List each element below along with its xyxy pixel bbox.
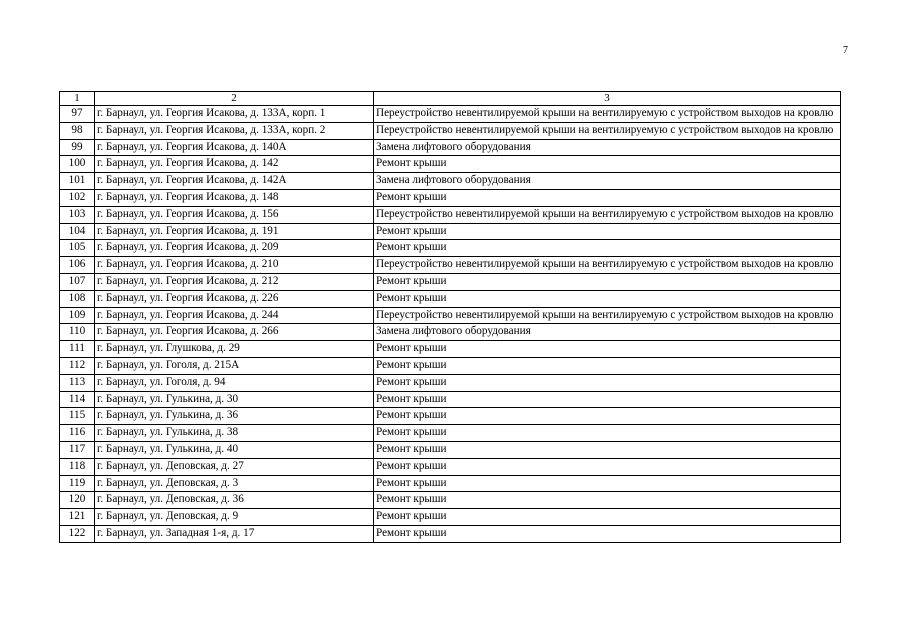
row-number-cell: 121 (60, 509, 95, 526)
work-type-cell: Ремонт крыши (374, 290, 841, 307)
work-type-cell: Замена лифтового оборудования (374, 139, 841, 156)
address-cell: г. Барнаул, ул. Георгия Исакова, д. 148 (95, 189, 374, 206)
work-type-cell: Ремонт крыши (374, 391, 841, 408)
address-cell: г. Барнаул, ул. Деповская, д. 9 (95, 509, 374, 526)
work-type-cell: Переустройство невентилируемой крыши на вентилируемую с устройством выходов на кровлю (374, 307, 841, 324)
work-type-cell: Ремонт крыши (374, 223, 841, 240)
address-cell: г. Барнаул, ул. Деповская, д. 27 (95, 458, 374, 475)
address-cell: г. Барнаул, ул. Георгия Исакова, д. 133А, корп. 2 (95, 122, 374, 139)
row-number-cell: 97 (60, 106, 95, 123)
row-number-cell: 105 (60, 240, 95, 257)
work-type-cell: Ремонт крыши (374, 273, 841, 290)
address-cell: г. Барнаул, ул. Гулькина, д. 40 (95, 441, 374, 458)
page-number: 7 (843, 45, 848, 56)
work-type-cell: Ремонт крыши (374, 156, 841, 173)
work-type-cell: Переустройство невентилируемой крыши на вентилируемую с устройством выходов на кровлю (374, 122, 841, 139)
row-number-cell: 104 (60, 223, 95, 240)
row-number-cell: 108 (60, 290, 95, 307)
row-number-cell: 110 (60, 324, 95, 341)
row-number-cell: 117 (60, 441, 95, 458)
address-cell: г. Барнаул, ул. Западная 1-я, д. 17 (95, 525, 374, 542)
row-number-cell: 103 (60, 206, 95, 223)
table-row (60, 273, 841, 290)
address-cell: г. Барнаул, ул. Георгия Исакова, д. 209 (95, 240, 374, 257)
work-type-cell: Ремонт крыши (374, 441, 841, 458)
work-type-cell: Ремонт крыши (374, 475, 841, 492)
work-type-cell: Ремонт крыши (374, 240, 841, 257)
table-row (60, 475, 841, 492)
header-cell-address: 2 (95, 92, 374, 106)
work-type-cell: Ремонт крыши (374, 357, 841, 374)
table-row (60, 391, 841, 408)
table-row (60, 357, 841, 374)
work-type-cell: Ремонт крыши (374, 525, 841, 542)
work-type-cell: Замена лифтового оборудования (374, 173, 841, 190)
table-row (60, 408, 841, 425)
table-row (60, 441, 841, 458)
address-cell: г. Барнаул, ул. Георгия Исакова, д. 212 (95, 273, 374, 290)
row-number-cell: 106 (60, 257, 95, 274)
work-type-cell: Ремонт крыши (374, 509, 841, 526)
table-row (60, 458, 841, 475)
address-cell: г. Барнаул, ул. Гулькина, д. 30 (95, 391, 374, 408)
table-row (60, 324, 841, 341)
header-cell-number: 1 (60, 92, 95, 106)
work-type-cell: Ремонт крыши (374, 189, 841, 206)
table-row (60, 139, 841, 156)
row-number-cell: 116 (60, 425, 95, 442)
row-number-cell: 113 (60, 374, 95, 391)
address-cell: г. Барнаул, ул. Георгия Исакова, д. 156 (95, 206, 374, 223)
row-number-cell: 107 (60, 273, 95, 290)
table-row (60, 307, 841, 324)
table-row (60, 257, 841, 274)
address-cell: г. Барнаул, ул. Георгия Исакова, д. 142 (95, 156, 374, 173)
work-type-cell: Ремонт крыши (374, 408, 841, 425)
row-number-cell: 98 (60, 122, 95, 139)
work-type-cell: Ремонт крыши (374, 458, 841, 475)
address-cell: г. Барнаул, ул. Георгия Исакова, д. 133А, корп. 1 (95, 106, 374, 123)
row-number-cell: 118 (60, 458, 95, 475)
address-cell: г. Барнаул, ул. Георгия Исакова, д. 244 (95, 307, 374, 324)
work-type-cell: Переустройство невентилируемой крыши на вентилируемую с устройством выходов на кровлю (374, 206, 841, 223)
work-type-cell: Ремонт крыши (374, 341, 841, 358)
work-type-cell: Ремонт крыши (374, 492, 841, 509)
row-number-cell: 102 (60, 189, 95, 206)
address-cell: г. Барнаул, ул. Георгия Исакова, д. 210 (95, 257, 374, 274)
row-number-cell: 99 (60, 139, 95, 156)
row-number-cell: 101 (60, 173, 95, 190)
table-row (60, 206, 841, 223)
row-number-cell: 111 (60, 341, 95, 358)
row-number-cell: 100 (60, 156, 95, 173)
row-number-cell: 120 (60, 492, 95, 509)
table-row (60, 425, 841, 442)
table-row (60, 223, 841, 240)
header-cell-work: 3 (374, 92, 841, 106)
address-cell: г. Барнаул, ул. Георгия Исакова, д. 142А (95, 173, 374, 190)
address-cell: г. Барнаул, ул. Георгия Исакова, д. 226 (95, 290, 374, 307)
table-row (60, 374, 841, 391)
row-number-cell: 119 (60, 475, 95, 492)
table-row (60, 341, 841, 358)
address-cell: г. Барнаул, ул. Деповская, д. 36 (95, 492, 374, 509)
table-row (60, 156, 841, 173)
address-cell: г. Барнаул, ул. Гоголя, д. 94 (95, 374, 374, 391)
table-header-row (60, 92, 841, 106)
row-number-cell: 114 (60, 391, 95, 408)
address-cell: г. Барнаул, ул. Глушкова, д. 29 (95, 341, 374, 358)
row-number-cell: 109 (60, 307, 95, 324)
address-cell: г. Барнаул, ул. Деповская, д. 3 (95, 475, 374, 492)
address-cell: г. Барнаул, ул. Гоголя, д. 215А (95, 357, 374, 374)
row-number-cell: 115 (60, 408, 95, 425)
table-row (60, 509, 841, 526)
work-type-cell: Ремонт крыши (374, 374, 841, 391)
row-number-cell: 122 (60, 525, 95, 542)
table-row (60, 106, 841, 123)
works-table (59, 91, 841, 543)
work-type-cell: Замена лифтового оборудования (374, 324, 841, 341)
row-number-cell: 112 (60, 357, 95, 374)
work-type-cell: Ремонт крыши (374, 425, 841, 442)
table-row (60, 122, 841, 139)
table-row (60, 290, 841, 307)
address-cell: г. Барнаул, ул. Гулькина, д. 36 (95, 408, 374, 425)
table-row (60, 189, 841, 206)
address-cell: г. Барнаул, ул. Гулькина, д. 38 (95, 425, 374, 442)
table-row (60, 173, 841, 190)
address-cell: г. Барнаул, ул. Георгия Исакова, д. 266 (95, 324, 374, 341)
address-cell: г. Барнаул, ул. Георгия Исакова, д. 191 (95, 223, 374, 240)
table-row (60, 525, 841, 542)
address-cell: г. Барнаул, ул. Георгия Исакова, д. 140А (95, 139, 374, 156)
table-row (60, 492, 841, 509)
work-type-cell: Переустройство невентилируемой крыши на вентилируемую с устройством выходов на кровлю (374, 106, 841, 123)
table-row (60, 240, 841, 257)
work-type-cell: Переустройство невентилируемой крыши на вентилируемую с устройством выходов на кровлю (374, 257, 841, 274)
